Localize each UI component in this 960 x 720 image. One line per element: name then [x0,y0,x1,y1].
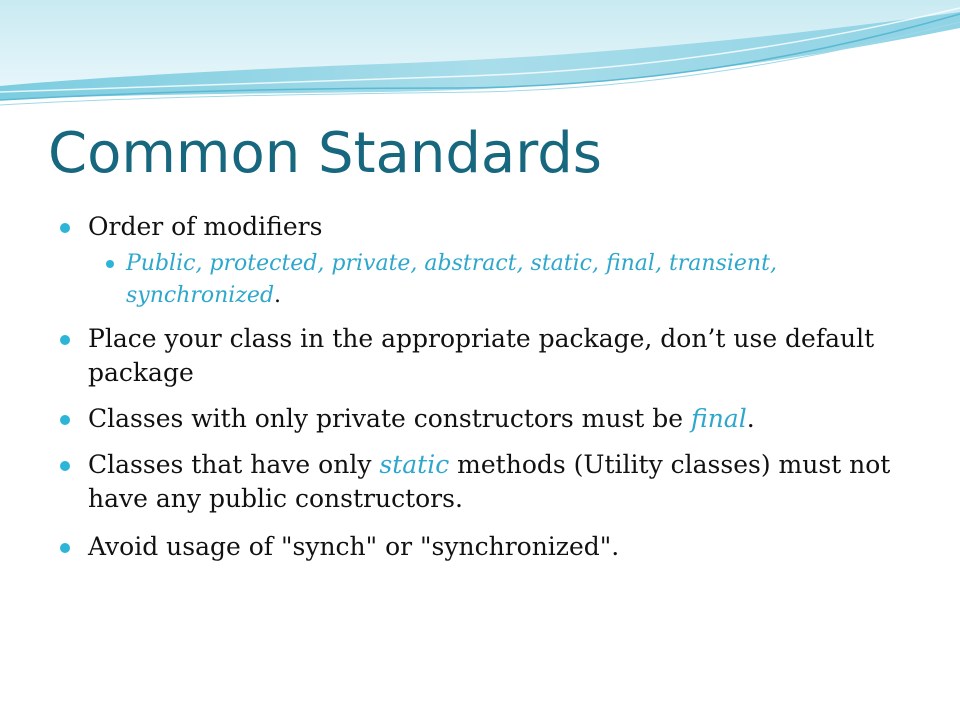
bullet-dot-icon [60,543,70,553]
sub-bullet-item [88,248,920,312]
sub-bullet-suffix: . [274,283,282,308]
bullet-item [60,210,920,312]
slide-title: Common Standards [48,121,602,186]
modifier-order-text: Public, protected, private, abstract, static, final, transient, synchronized [126,251,777,308]
bullet-text: Order of modifiers [88,212,323,241]
bullet-dot-icon [60,461,70,471]
bullet-text-prefix: Classes with only private constructors must be [88,404,692,433]
bullet-dot-icon [60,335,70,345]
bullet-item [60,530,920,564]
keyword-final: final [691,404,747,433]
keyword-static: static [379,450,450,479]
bullet-dot-icon [60,415,70,425]
bullet-list [60,210,920,564]
bullet-text-prefix: Classes that have only [88,450,380,479]
sub-bullet-list [88,248,920,312]
bullet-text-suffix: methods (Utility classes) must not have any public constructors. [88,450,891,513]
bullet-item [60,448,920,516]
bullet-dot-icon [60,223,70,233]
bullet-item [60,402,920,436]
header-wave-decoration [0,0,960,120]
bullet-text-suffix: . [746,404,755,433]
bullet-text: Place your class in the appropriate package, don’t use default package [88,324,875,387]
bullet-item [60,322,920,390]
bullet-text: Avoid usage of "synch" or "synchronized". [88,532,620,561]
sub-bullet-dot-icon [106,260,114,268]
